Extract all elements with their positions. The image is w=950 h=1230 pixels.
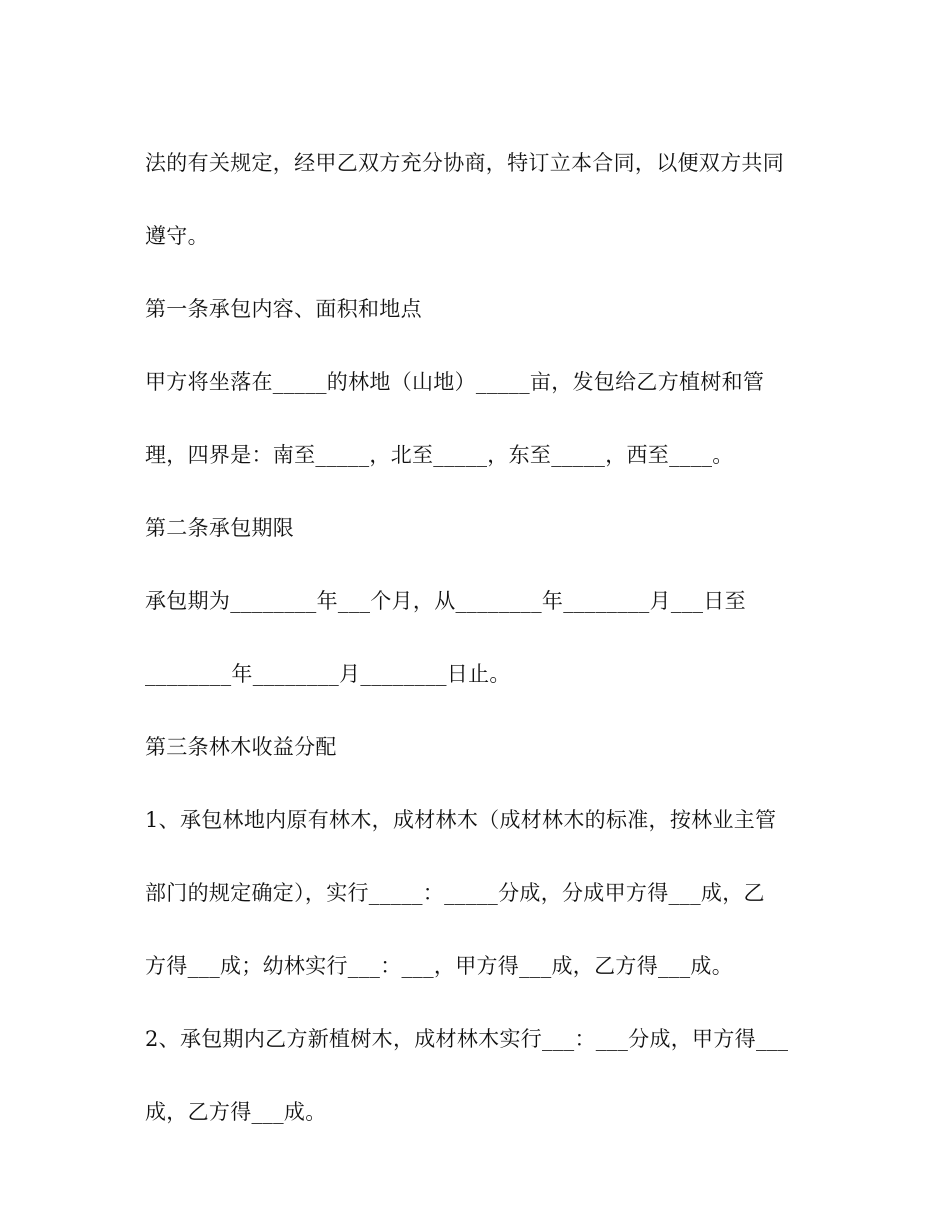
contract-text-line: 2、承包期内乙方新植树木，成材林木实行___：___分成，甲方得___ <box>145 1027 789 1051</box>
article-heading: 第一条承包内容、面积和地点 <box>145 297 422 321</box>
contract-text-line: 理，四界是：南至_____，北至_____，东至_____，西至____。 <box>145 443 734 467</box>
article-heading: 第二条承包期限 <box>145 516 295 540</box>
contract-text-line: ________年________月________日止。 <box>145 662 511 686</box>
contract-text-line: 成，乙方得___成。 <box>145 1100 327 1124</box>
contract-text-line: 1、承包林地内原有林木，成材林木（成材林木的标准，按林业主管 <box>145 808 777 832</box>
contract-text-line: 方得___成；幼林实行___：___，甲方得___成，乙方得___成。 <box>145 954 733 978</box>
contract-text-line: 法的有关规定，经甲乙双方充分协商，特订立本合同，以便双方共同 <box>145 151 784 175</box>
contract-text-line: 遵守。 <box>145 224 209 248</box>
contract-text-line: 部门的规定确定），实行_____：_____分成，分成甲方得___成，乙 <box>145 881 765 905</box>
article-heading: 第三条林木收益分配 <box>145 735 337 759</box>
contract-text-line: 甲方将坐落在_____的林地（山地）_____亩，发包给乙方植树和管 <box>145 370 765 394</box>
contract-text-line: 承包期为________年___个月，从________年________月___日至 <box>145 589 746 613</box>
